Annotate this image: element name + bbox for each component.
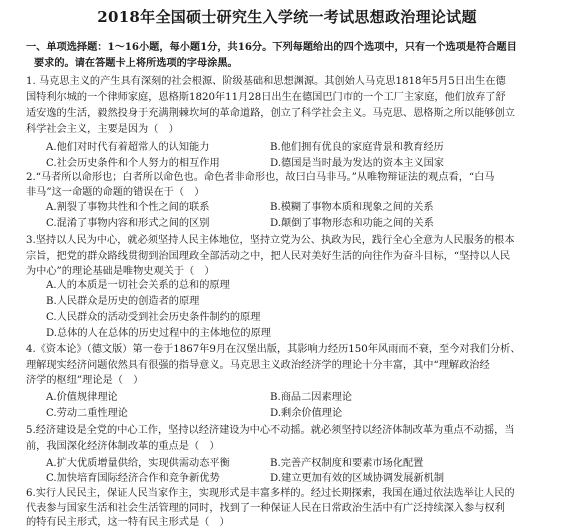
question-4-stem: 济学的枢纽”理论是（ ） (26, 375, 144, 386)
section-header: 一、单项选择题：1～16小题，每小题1分，共16分。下列每题给出的四个选项中，只有一个选项是符合题目 (26, 41, 517, 53)
question-3-option: C.人民群众的活动受到社会历史条件制约的原理 (46, 312, 261, 323)
exam-title: 2018年全国硕士研究生入学统一考试思想政治理论试题 (97, 8, 477, 26)
section-header: 要求的。请在答题卡上将所选项的字母涂黑。 (34, 57, 238, 69)
question-2-option: B.模糊了事物本质和现象之间的关系 (270, 202, 434, 213)
question-6-stem: 6.实行人民民主，保证人民当家作主，实现形式是丰富多样的。经过长期探索，我国在通过依法选举让人民的 (26, 488, 515, 499)
question-2-option: D.颠倒了事物形态和功能之间的关系 (270, 218, 434, 229)
question-2-option: C.混淆了事物内容和形式之间的区别 (46, 218, 210, 229)
question-4-option: D.剩余价值理论 (270, 408, 343, 419)
question-1-option: C.社会历史条件和个人努力的相互作用 (46, 158, 220, 169)
question-5-stem: 5.经济建设是全党的中心工作，坚持以经济建设为中心不动摇。就必须坚持以经济体制改革为重点不动摇，当 (26, 425, 515, 436)
question-5-stem: 前，我国深化经济体制改革的重点是（ ） (26, 441, 220, 452)
question-3-option: A.人的本质是一切社会关系的总和的原理 (46, 280, 230, 291)
question-1-option: A.他们对时代有着超常人的认知能力 (46, 142, 210, 153)
question-5-option: D.建立更加有效的区域协调发展新机制 (270, 473, 445, 484)
question-5-option: B.完善产权制度和要素市场化配置 (270, 458, 424, 469)
question-1-stem: 国特利尔城的一个律师家庭，恩格斯1820年11月28日出生在德国巴门市的一个工厂主家庭，他们放弃了舒 (26, 92, 506, 103)
question-1-stem: 科学社会主义，主要是因为（ ） (26, 124, 179, 135)
question-1-option: B.他们拥有优良的家庭背景和教育经历 (270, 142, 444, 153)
question-1-stem: 适安逸的生活，毅然投身于充满荆棘坎坷的革命道路，创立了科学社会主义。马克思、恩格斯之所以能够创立 (26, 108, 515, 119)
question-4-option: C.劳动二重性理论 (46, 408, 128, 419)
question-3-option: D.总体的人在总体的历史过程中的主体地位的原理 (46, 328, 271, 339)
question-6-stem: 代表参与国家生活和社会生活管理的同时，找到了一种保证人民在日常政治生活中有广泛持续深入参与权利 (26, 503, 505, 514)
question-2-stem: 2.“马者所以命形也；白者所以命色也。命色者非命形也，故曰白马非马。”从唯物辩证法的观点看，“白马 (26, 172, 495, 183)
question-4-stem: 理解现实经济问题依然具有很强的指导意义。马克思主义政治经济学的理论十分丰富，其中“理解政治经 (26, 360, 490, 371)
question-1-stem: 1. 马克思主义的产生具有深刻的社会根源、阶级基础和思想渊源。其创始人马克思1818年5月5日出生在德 (26, 76, 506, 87)
question-4-option: B.商品二因素理论 (270, 392, 353, 403)
question-5-option: C.加快培育国际经济合作和竞争新优势 (46, 473, 220, 484)
question-6-stem: 的特有民主形式，这一特有民主形式是（ ） (26, 517, 230, 528)
question-4-option: A.价值规律理论 (46, 392, 118, 403)
question-5-option: A.扩大优质增量供给，实现供需动态平衡 (46, 458, 230, 469)
question-4-stem: 4.《资本论》（德文版）第一卷于1867年9月在汉堡出版，其影响力经历150年风雨而不衰，至今对我们分析、 (26, 344, 521, 355)
question-3-stem: 3.坚持以人民为中心，就必须坚持人民主体地位，坚持立党为公、执政为民，践行全心全意为人民服务的根本 (26, 235, 515, 246)
question-2-stem: 非马”这一命题的命题的错误在于（ ） (26, 187, 205, 198)
question-3-option: B.人民群众是历史的创造者的原理 (46, 296, 200, 307)
question-2-option: A.割裂了事物共性和个性之间的联系 (46, 202, 210, 213)
question-3-stem: 为中心”的理论基础是唯物史观关于（ ） (26, 266, 215, 277)
question-1-option: D.德国是当时最为发达的资本主义国家 (270, 158, 445, 169)
question-3-stem: 宗旨，把党的群众路线贯彻到治国理政全部活动之中，把人民对美好生活的向往作为奋斗目标，“坚持以人民 (26, 251, 511, 262)
